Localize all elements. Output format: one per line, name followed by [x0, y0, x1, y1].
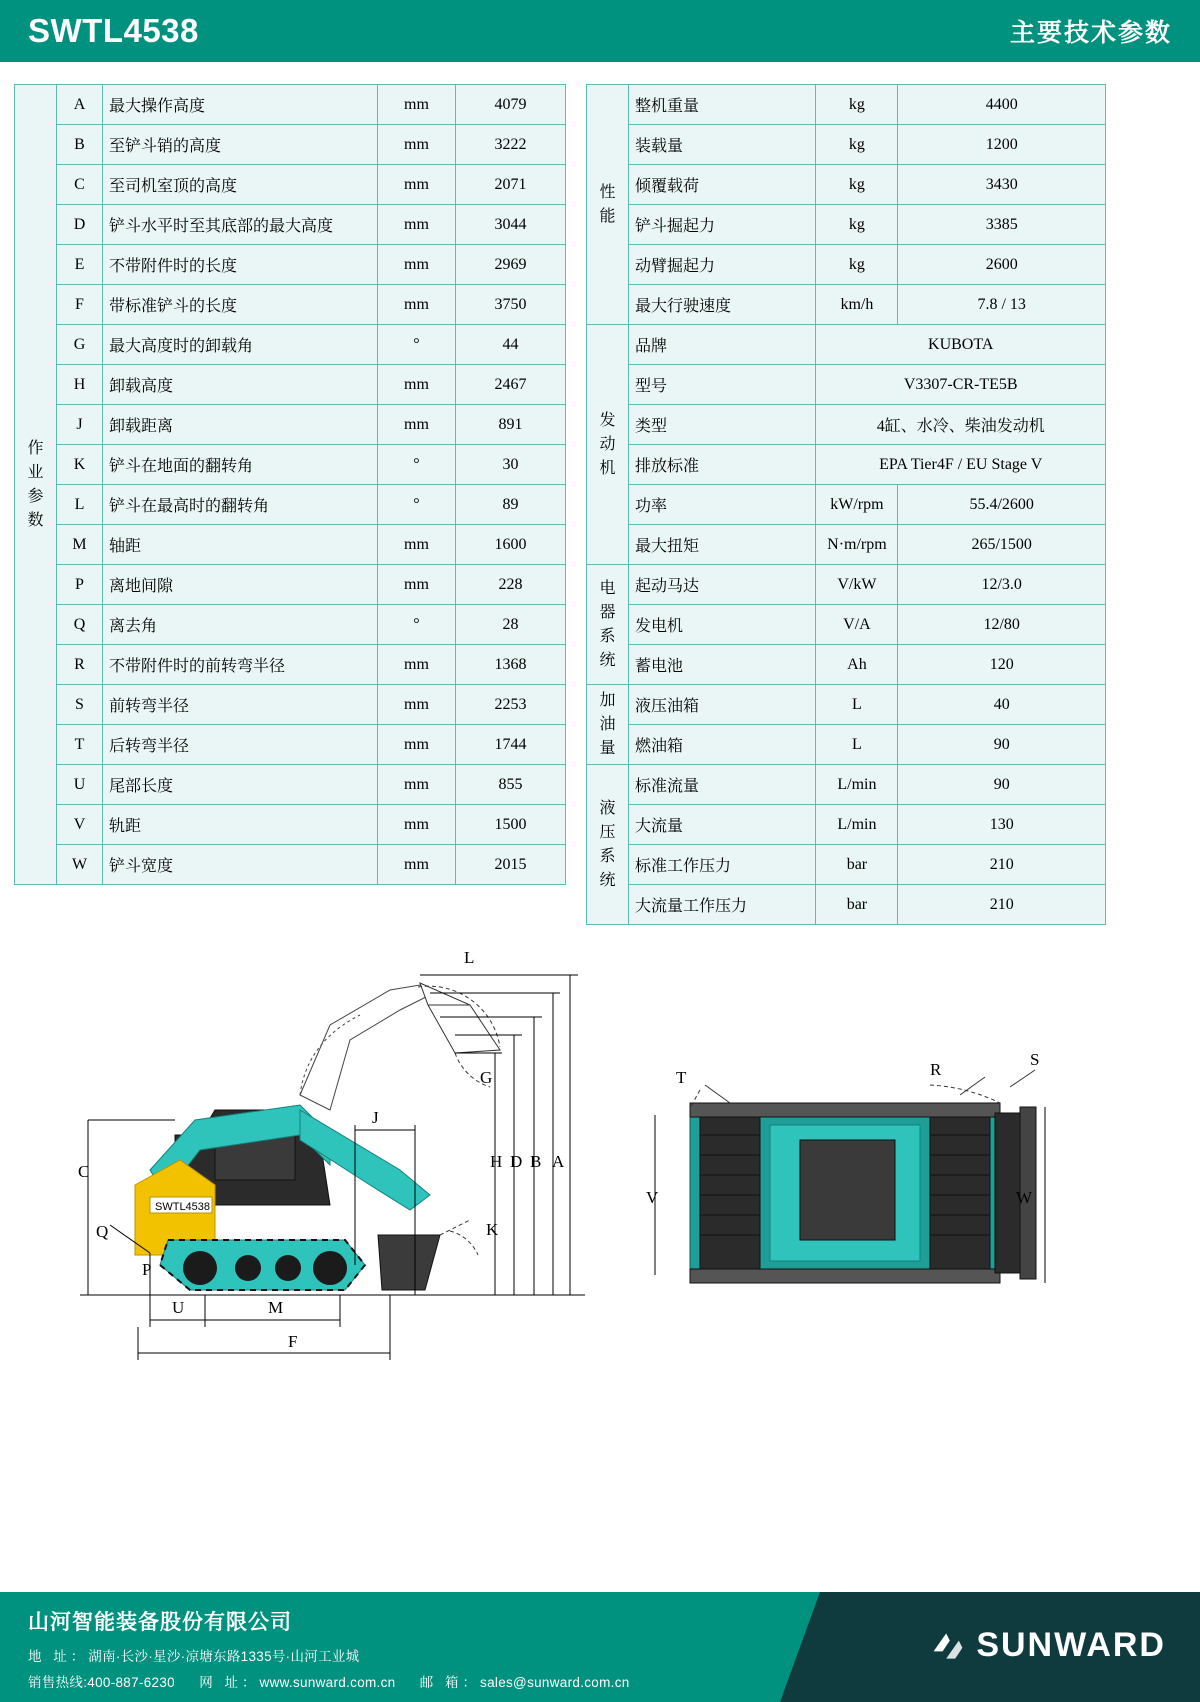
table-row [15, 765, 566, 805]
row-name: 功率 [628, 485, 815, 525]
table-row [587, 485, 1106, 525]
table-row [587, 645, 1106, 685]
table-row [587, 245, 1106, 285]
spec-tables [0, 62, 1200, 925]
row-value: 28 [456, 605, 566, 645]
page-title: 主要技术参数 [1009, 19, 1172, 47]
row-letter: M [57, 525, 103, 565]
row-letter: H [57, 365, 103, 405]
row-unit: L [816, 725, 898, 765]
row-name: 前转弯半径 [103, 685, 378, 725]
row-name: 轨距 [103, 805, 378, 845]
row-value: 30 [456, 445, 566, 485]
row-name: 装载量 [628, 125, 815, 165]
dim-label-C: C [78, 1162, 90, 1181]
row-letter: A [57, 85, 103, 125]
row-letter: J [57, 405, 103, 445]
row-letter: L [57, 485, 103, 525]
row-name: 不带附件时的长度 [103, 245, 378, 285]
row-name: 卸载高度 [103, 365, 378, 405]
table-row [15, 285, 566, 325]
row-value: 2600 [898, 245, 1106, 285]
footer-mail-value[interactable]: sales@sunward.com.cn [480, 1675, 630, 1690]
svg-text:SWTL4538: SWTL4538 [155, 1201, 211, 1213]
dim-label-M: M [268, 1298, 284, 1317]
table-row [587, 85, 1106, 125]
row-letter: Q [57, 605, 103, 645]
row-letter: C [57, 165, 103, 205]
row-name: 整机重量 [628, 85, 815, 125]
row-name: 后转弯半径 [103, 725, 378, 765]
footer-address-label: 地 址： [28, 1649, 89, 1664]
table-row [15, 485, 566, 525]
row-value: 7.8 / 13 [898, 285, 1106, 325]
row-name: 铲斗掘起力 [628, 205, 815, 245]
table-row [15, 205, 566, 245]
row-name: 最大扭矩 [628, 525, 815, 565]
table-row [15, 805, 566, 845]
row-unit: ° [378, 485, 456, 525]
dim-label-S: S [1030, 1050, 1040, 1069]
row-letter: E [57, 245, 103, 285]
group-label: 电 器 系 统 [587, 565, 629, 685]
row-name: 排放标准 [628, 445, 815, 485]
table-row [587, 805, 1106, 845]
row-unit: bar [816, 885, 898, 925]
footer-contact [28, 1606, 630, 1697]
row-value: V3307-CR-TE5B [816, 365, 1106, 405]
row-name: 动臂掘起力 [628, 245, 815, 285]
row-unit: mm [378, 685, 456, 725]
table-row [15, 85, 566, 125]
sunward-logo-icon [930, 1628, 966, 1664]
row-name: 最大行驶速度 [628, 285, 815, 325]
row-unit: mm [378, 805, 456, 845]
row-value: 210 [898, 845, 1106, 885]
dim-label-R: R [930, 1060, 942, 1079]
dim-label-G: G [480, 1068, 493, 1087]
row-name: 卸载距离 [103, 405, 378, 445]
model-title: SWTL4538 [28, 12, 199, 49]
row-letter: S [57, 685, 103, 725]
footer-company-name: 山河智能装备股份有限公司 [28, 1611, 292, 1634]
row-name: 铲斗在最高时的翻转角 [103, 485, 378, 525]
row-name: 液压油箱 [628, 685, 815, 725]
dim-label-K: K [486, 1220, 499, 1239]
table-row [587, 605, 1106, 645]
row-value: 1500 [456, 805, 566, 845]
group-label: 加 油 量 [587, 685, 629, 765]
row-name: 倾覆载荷 [628, 165, 815, 205]
row-value: 2015 [456, 845, 566, 885]
row-name: 离地间隙 [103, 565, 378, 605]
row-value: 2253 [456, 685, 566, 725]
row-unit: mm [378, 765, 456, 805]
dim-label-L: L [464, 948, 475, 967]
row-name: 至铲斗销的高度 [103, 125, 378, 165]
table-row [587, 365, 1106, 405]
row-value: EPA Tier4F / EU Stage V [816, 445, 1106, 485]
row-unit: bar [816, 845, 898, 885]
table-row [587, 845, 1106, 885]
row-value: 89 [456, 485, 566, 525]
row-letter: G [57, 325, 103, 365]
table-row [587, 885, 1106, 925]
row-value: 1600 [456, 525, 566, 565]
row-value: 891 [456, 405, 566, 445]
row-letter: K [57, 445, 103, 485]
row-unit: mm [378, 525, 456, 565]
row-value: 3430 [898, 165, 1106, 205]
row-unit: mm [378, 405, 456, 445]
dim-label-B: B [530, 1152, 542, 1171]
row-value: 40 [898, 685, 1106, 725]
footer-hotline-value: 400-887-6230 [87, 1675, 175, 1690]
row-unit: mm [378, 245, 456, 285]
table-row [15, 405, 566, 445]
row-value: 3385 [898, 205, 1106, 245]
row-unit: L/min [816, 805, 898, 845]
table-row [15, 845, 566, 885]
dim-label-T: T [676, 1068, 687, 1087]
row-value: 130 [898, 805, 1106, 845]
row-value: 4079 [456, 85, 566, 125]
row-name: 不带附件时的前转弯半径 [103, 645, 378, 685]
row-value: 1368 [456, 645, 566, 685]
row-unit: ° [378, 325, 456, 365]
row-unit: mm [378, 845, 456, 885]
row-name: 品牌 [628, 325, 815, 365]
row-unit: mm [378, 165, 456, 205]
row-unit: ° [378, 445, 456, 485]
page-header [0, 0, 1200, 62]
row-name: 尾部长度 [103, 765, 378, 805]
row-value: 55.4/2600 [898, 485, 1106, 525]
row-value: 12/3.0 [898, 565, 1106, 605]
sunward-logo [930, 1626, 1166, 1665]
row-name: 离去角 [103, 605, 378, 645]
row-name: 类型 [628, 405, 815, 445]
row-name: 燃油箱 [628, 725, 815, 765]
row-name: 铲斗水平时至其底部的最大高度 [103, 205, 378, 245]
footer-contact-line [28, 1671, 630, 1691]
row-value: 2467 [456, 365, 566, 405]
row-name: 标准工作压力 [628, 845, 815, 885]
row-letter: U [57, 765, 103, 805]
table-row [15, 525, 566, 565]
row-value: 4缸、水冷、柴油发动机 [816, 405, 1106, 445]
footer-web-value[interactable]: www.sunward.com.cn [259, 1675, 396, 1690]
dim-label-W: W [1016, 1188, 1033, 1207]
working-parameters-table [14, 84, 566, 925]
table-row [15, 565, 566, 605]
table-row [15, 645, 566, 685]
footer-web-label: 网 址： [199, 1675, 260, 1690]
dimension-drawing [0, 935, 1200, 1455]
row-unit: mm [378, 85, 456, 125]
footer-address-value: 湖南·长沙·星沙·凉塘东路1335号·山河工业城 [88, 1649, 360, 1664]
table-row [15, 685, 566, 725]
row-name: 带标准铲斗的长度 [103, 285, 378, 325]
footer-address-line [28, 1645, 630, 1665]
row-unit: mm [378, 365, 456, 405]
row-value: 90 [898, 725, 1106, 765]
row-unit: V/A [816, 605, 898, 645]
row-value: 855 [456, 765, 566, 805]
row-letter: P [57, 565, 103, 605]
dim-label-P: P [142, 1260, 152, 1279]
table-row [587, 685, 1106, 725]
row-unit: mm [378, 125, 456, 165]
row-unit: V/kW [816, 565, 898, 605]
group-label: 性 能 [587, 85, 629, 325]
table-row [15, 725, 566, 765]
table-row [587, 765, 1106, 805]
row-letter: V [57, 805, 103, 845]
footer-hotline-label: 销售热线: [28, 1675, 88, 1690]
row-value: 1200 [898, 125, 1106, 165]
row-value: 2969 [456, 245, 566, 285]
row-name: 轴距 [103, 525, 378, 565]
table-row [587, 725, 1106, 765]
table-row [15, 165, 566, 205]
row-name: 铲斗宽度 [103, 845, 378, 885]
row-value: 265/1500 [898, 525, 1106, 565]
row-unit: kg [816, 165, 898, 205]
dim-label-H: H [490, 1152, 503, 1171]
row-name: 最大操作高度 [103, 85, 378, 125]
row-unit: mm [378, 565, 456, 605]
table-row [587, 525, 1106, 565]
row-unit: mm [378, 205, 456, 245]
row-name: 发电机 [628, 605, 815, 645]
row-letter: T [57, 725, 103, 765]
row-name: 大流量工作压力 [628, 885, 815, 925]
table-row [587, 405, 1106, 445]
table-row [587, 165, 1106, 205]
table-row [587, 565, 1106, 605]
row-value: 4400 [898, 85, 1106, 125]
dim-label-A: A [552, 1152, 565, 1171]
row-value: 228 [456, 565, 566, 605]
row-name: 蓄电池 [628, 645, 815, 685]
row-value: 3750 [456, 285, 566, 325]
group-label-working-parameters: 作 业 参 数 [15, 85, 57, 885]
row-unit: kg [816, 245, 898, 285]
table-row [587, 325, 1106, 365]
row-value: 90 [898, 765, 1106, 805]
table-row [587, 445, 1106, 485]
row-unit: L/min [816, 765, 898, 805]
row-unit: N·m/rpm [816, 525, 898, 565]
table-row [15, 245, 566, 285]
row-letter: R [57, 645, 103, 685]
row-unit: ° [378, 605, 456, 645]
row-letter: W [57, 845, 103, 885]
table-row [587, 285, 1106, 325]
row-unit: mm [378, 645, 456, 685]
row-name: 铲斗在地面的翻转角 [103, 445, 378, 485]
dim-label-U: U [172, 1298, 185, 1317]
dim-label-Q: Q [96, 1222, 109, 1241]
row-value: 3044 [456, 205, 566, 245]
table-row [15, 325, 566, 365]
row-value: 210 [898, 885, 1106, 925]
row-value: 1744 [456, 725, 566, 765]
table-row [15, 445, 566, 485]
row-value: KUBOTA [816, 325, 1106, 365]
row-name: 起动马达 [628, 565, 815, 605]
row-name: 标准流量 [628, 765, 815, 805]
row-unit: Ah [816, 645, 898, 685]
row-letter: F [57, 285, 103, 325]
table-row [15, 365, 566, 405]
table-row [587, 125, 1106, 165]
row-letter: D [57, 205, 103, 245]
row-letter: B [57, 125, 103, 165]
dim-label-D: D [510, 1152, 523, 1171]
row-unit: kW/rpm [816, 485, 898, 525]
row-value: 12/80 [898, 605, 1106, 645]
row-unit: kg [816, 125, 898, 165]
table-row [15, 605, 566, 645]
row-value: 3222 [456, 125, 566, 165]
machine-parameters-table [586, 84, 1106, 925]
row-value: 2071 [456, 165, 566, 205]
dim-label-V: V [646, 1188, 659, 1207]
row-unit: kg [816, 205, 898, 245]
row-unit: L [816, 685, 898, 725]
sunward-logo-text: SUNWARD [976, 1626, 1166, 1664]
row-name: 至司机室顶的高度 [103, 165, 378, 205]
table-row [15, 125, 566, 165]
row-name: 大流量 [628, 805, 815, 845]
row-unit: mm [378, 285, 456, 325]
page-footer [0, 1592, 1200, 1702]
group-label: 发 动 机 [587, 325, 629, 565]
row-unit: mm [378, 725, 456, 765]
row-value: 120 [898, 645, 1106, 685]
group-label: 液 压 系 统 [587, 765, 629, 925]
footer-mail-label: 邮 箱： [419, 1675, 481, 1690]
row-value: 44 [456, 325, 566, 365]
row-unit: kg [816, 85, 898, 125]
dim-label-F: F [288, 1332, 298, 1351]
row-unit: km/h [816, 285, 898, 325]
dim-label-J: J [372, 1108, 379, 1127]
row-name: 最大高度时的卸载角 [103, 325, 378, 365]
table-row [587, 205, 1106, 245]
row-name: 型号 [628, 365, 815, 405]
